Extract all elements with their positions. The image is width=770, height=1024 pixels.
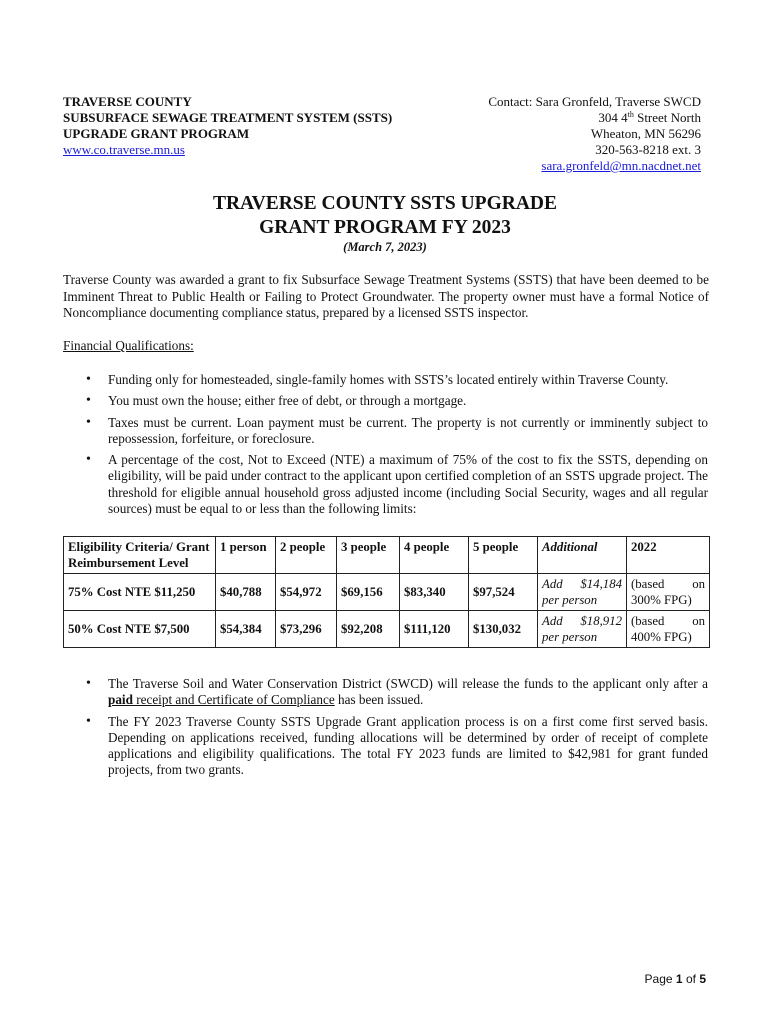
header-cell: Eligibility Criteria/ Grant Reimbursement Level bbox=[64, 537, 216, 574]
contact-city: Wheaton, MN 56296 bbox=[590, 126, 701, 141]
title-line-2: GRANT PROGRAM FY 2023 bbox=[259, 217, 511, 238]
bullet-icon: • bbox=[86, 452, 91, 468]
intro-paragraph: Traverse County was awarded a grant to fix Subsurface Sewage Treatment Systems (SSTS) that have been deemed to be Imminent Threat to Public Health or Failing to Protect Groundwater. The property owner must have a formal Notice of Noncompliance documenting compliance status, prepared by a licensed SSTS inspector. bbox=[63, 272, 709, 320]
page-total: 5 bbox=[699, 972, 706, 986]
list-item-text: The FY 2023 Traverse County SSTS Upgrade Grant application process is on a first come first served basis. Depending on applications received, funding allocations will be determined by order of receipt of complete applications and eligibility qualifications. The total FY 2023 funds are limited to $42,981 for grant funded projects, from two grants. bbox=[108, 713, 708, 778]
bullet-icon: • bbox=[86, 393, 91, 409]
list-item-text: A percentage of the cost, Not to Exceed (NTE) a maximum of 75% of the cost to fix the SSTS, depending on eligibility, will be paid under contract to the applicant upon certified completion of an SSTS upgrade project. The threshold for eligible annual household gross adjusted income (including Social Security, wages and all regular sources) must be equal to or less than the following limits: bbox=[108, 452, 708, 517]
paid-emphasis: paid bbox=[108, 692, 133, 708]
header-cell: Additional bbox=[538, 537, 627, 574]
table-cell: (based on 300% FPG) bbox=[627, 574, 710, 611]
page-footer bbox=[645, 972, 706, 986]
table-cell: $111,120 bbox=[400, 611, 469, 648]
website-link[interactable]: www.co.traverse.mn.us bbox=[63, 142, 185, 157]
contact-block bbox=[488, 94, 701, 174]
table-cell: $130,032 bbox=[469, 611, 538, 648]
table-cell: $54,972 bbox=[276, 574, 337, 611]
table-cell: (based on 400% FPG) bbox=[627, 611, 710, 648]
table-cell: $54,384 bbox=[216, 611, 276, 648]
header-cell: 2 people bbox=[276, 537, 337, 574]
contact-phone: 320-563-8218 ext. 3 bbox=[595, 142, 701, 157]
contact-name: Contact: Sara Gronfeld, Traverse SWCD bbox=[488, 94, 701, 109]
street-number: 304 4 bbox=[598, 110, 628, 125]
bullet-icon: • bbox=[86, 676, 91, 691]
table-cell: $40,788 bbox=[216, 574, 276, 611]
table-cell: Add $18,912 per person bbox=[538, 611, 627, 648]
table-header-row bbox=[64, 537, 710, 574]
header-cell: 1 person bbox=[216, 537, 276, 574]
list-item bbox=[63, 393, 708, 409]
document-title bbox=[0, 192, 770, 240]
header-cell: 2022 bbox=[627, 537, 710, 574]
list-item-text bbox=[108, 676, 708, 707]
bullet-icon: • bbox=[86, 713, 91, 729]
of-label: of bbox=[685, 972, 696, 986]
table-cell: $69,156 bbox=[337, 574, 400, 611]
list-item-text: Taxes must be current. Loan payment must be current. The property is not currently or imminently subject to repossession, forfeiture, or foreclosure. bbox=[108, 414, 708, 446]
table-cell: 75% Cost NTE $11,250 bbox=[64, 574, 216, 611]
table-cell: 50% Cost NTE $7,500 bbox=[64, 611, 216, 648]
street-suffix: th bbox=[627, 110, 634, 119]
list-item bbox=[63, 415, 708, 448]
bullet-icon: • bbox=[86, 372, 91, 387]
financial-qualifications-heading: Financial Qualifications: bbox=[63, 338, 194, 353]
table-cell: $97,524 bbox=[469, 574, 538, 611]
table-cell: $83,340 bbox=[400, 574, 469, 611]
program-header bbox=[63, 94, 392, 158]
qualification-list bbox=[63, 372, 708, 522]
list-item bbox=[63, 372, 708, 388]
header-cell: 3 people bbox=[337, 537, 400, 574]
document-date: (March 7, 2023) bbox=[343, 240, 427, 254]
table-cell: $73,296 bbox=[276, 611, 337, 648]
list-item bbox=[63, 676, 708, 709]
release-end-text: has been issued. bbox=[334, 692, 424, 708]
street-name: Street North bbox=[633, 110, 701, 125]
list-item-text: You must own the house; either free of debt, or through a mortgage. bbox=[108, 393, 467, 409]
eligibility-table bbox=[63, 536, 710, 648]
page-label: Page bbox=[644, 972, 673, 986]
header-line-ssts: SUBSURFACE SEWAGE TREATMENT SYSTEM (SSTS) bbox=[63, 110, 393, 125]
bullet-icon: • bbox=[86, 414, 91, 430]
title-line-1: TRAVERSE COUNTY SSTS UPGRADE bbox=[212, 193, 558, 214]
contact-street bbox=[488, 110, 701, 126]
table-cell: $92,208 bbox=[337, 611, 400, 648]
header-cell: 4 people bbox=[400, 537, 469, 574]
email-link[interactable]: sara.gronfeld@mn.nacdnet.net bbox=[541, 158, 701, 173]
page-number: 1 bbox=[675, 972, 683, 986]
table-row bbox=[64, 574, 710, 611]
release-list bbox=[63, 676, 708, 784]
table-cell: Add $14,184 per person bbox=[538, 574, 627, 611]
list-item bbox=[63, 714, 708, 779]
release-text: The Traverse Soil and Water Conservation District (SWCD) will release the funds to the applicant only after a bbox=[108, 676, 708, 691]
table-row bbox=[64, 611, 710, 648]
list-item bbox=[63, 452, 708, 517]
header-cell: 5 people bbox=[469, 537, 538, 574]
receipt-text: receipt and Certificate of Compliance bbox=[132, 692, 335, 708]
header-line-program: UPGRADE GRANT PROGRAM bbox=[63, 126, 250, 141]
list-item-text: Funding only for homesteaded, single-family homes with SSTS’s located entirely within Traverse County. bbox=[108, 372, 669, 387]
header-line-county: TRAVERSE COUNTY bbox=[63, 94, 192, 109]
